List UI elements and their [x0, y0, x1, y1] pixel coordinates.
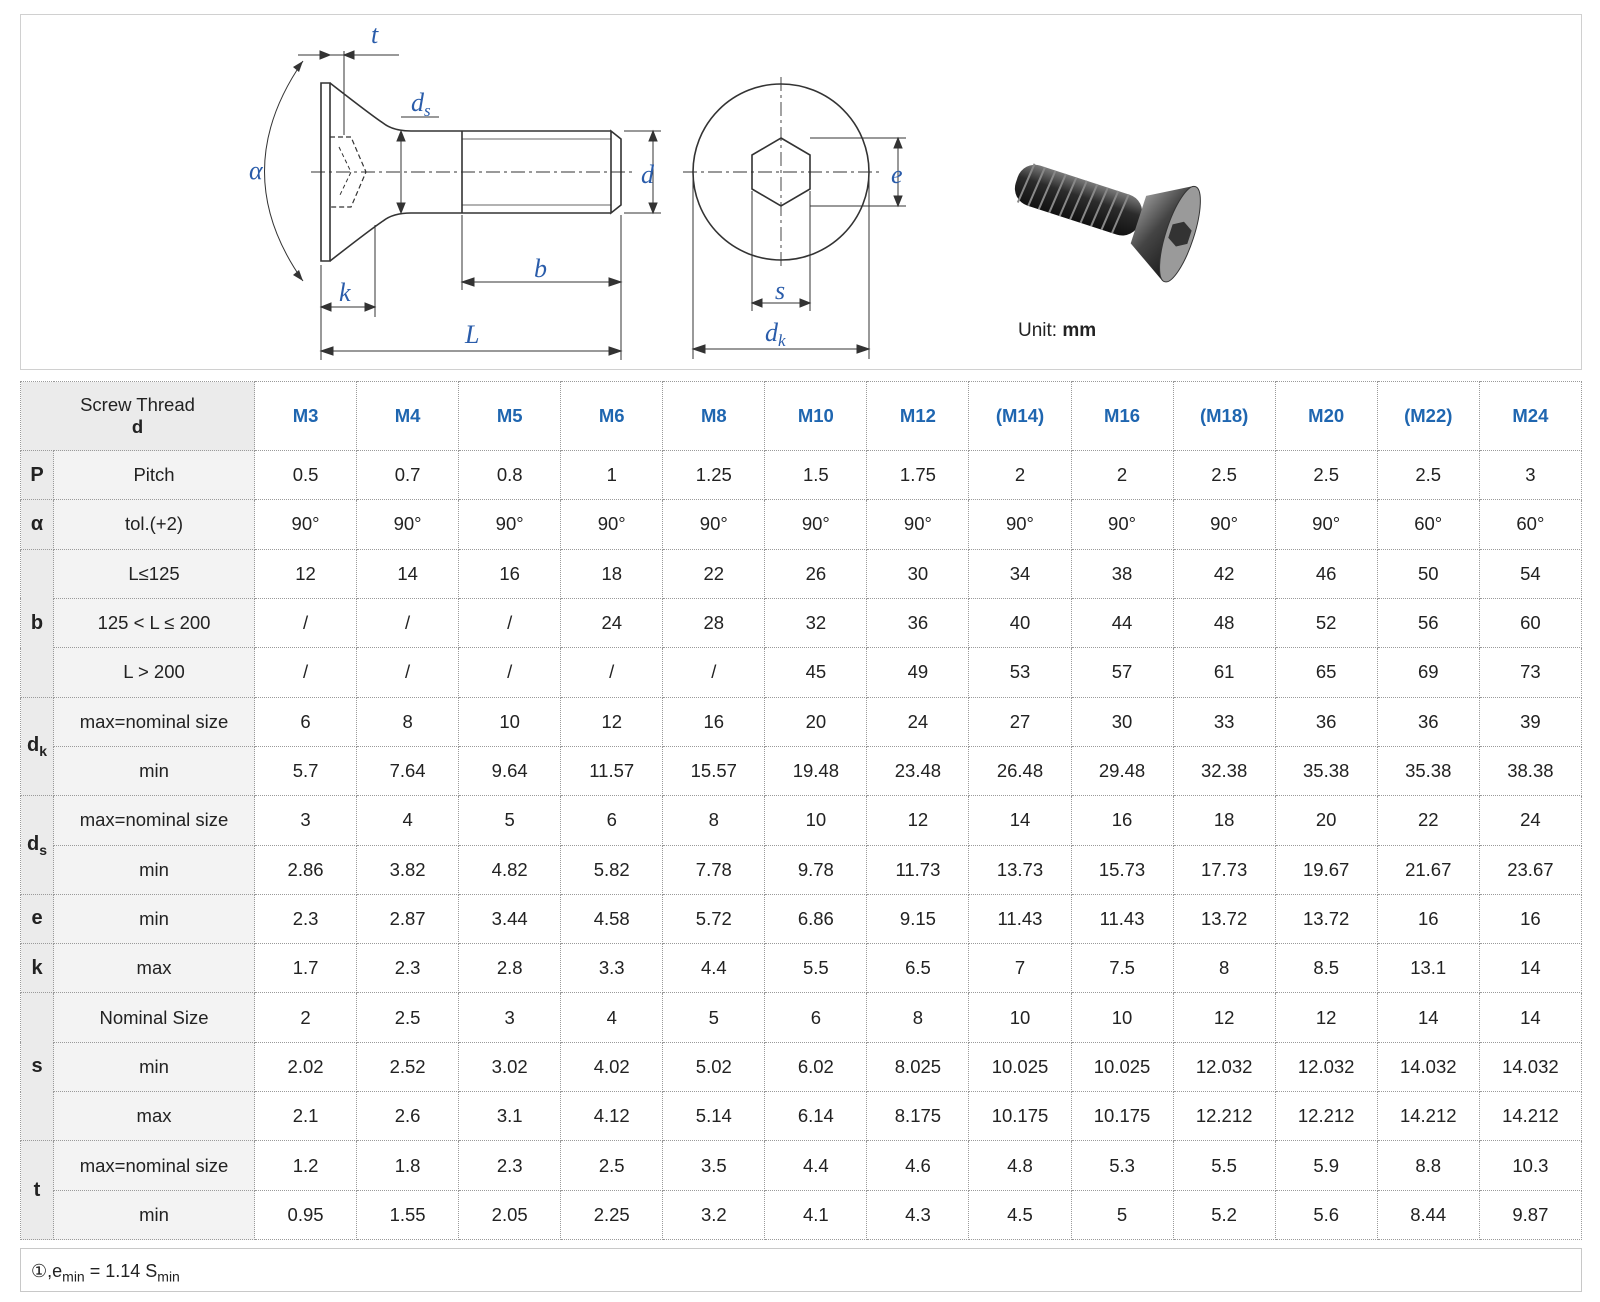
value-cell: / [255, 648, 357, 697]
value-cell: 2.52 [357, 1042, 459, 1091]
value-cell: 5.5 [1173, 1141, 1275, 1190]
value-cell: 5.7 [255, 746, 357, 795]
value-cell: 3.3 [561, 944, 663, 993]
value-cell: 1.55 [357, 1190, 459, 1239]
value-cell: 48 [1173, 598, 1275, 647]
value-cell: 5.72 [663, 894, 765, 943]
value-cell: 13.73 [969, 845, 1071, 894]
value-cell: 3 [459, 993, 561, 1042]
value-cell: 35.38 [1275, 746, 1377, 795]
value-cell: 3 [1479, 451, 1581, 500]
table-row [21, 598, 1582, 647]
value-cell: / [459, 598, 561, 647]
value-cell: 5.5 [765, 944, 867, 993]
value-cell: 5 [459, 796, 561, 845]
screw-thread-header: Screw Thread d [21, 382, 255, 451]
value-cell: 2.5 [1377, 451, 1479, 500]
value-cell: 5.3 [1071, 1141, 1173, 1190]
table-row [21, 500, 1582, 549]
value-cell: 9.87 [1479, 1190, 1581, 1239]
value-cell: 60° [1377, 500, 1479, 549]
value-cell: 22 [663, 549, 765, 598]
footnote: $①,e_{min} = 1.14$ $S_{min}$ [20, 1248, 1582, 1292]
table-row [21, 746, 1582, 795]
table-row [21, 1141, 1582, 1190]
size-header: M10 [765, 382, 867, 451]
value-cell: 4.5 [969, 1190, 1071, 1239]
value-cell: 14 [357, 549, 459, 598]
value-cell: 10.175 [1071, 1092, 1173, 1141]
table-row [21, 1190, 1582, 1239]
value-cell: 42 [1173, 549, 1275, 598]
value-cell: 90° [969, 500, 1071, 549]
value-cell: 2.5 [357, 993, 459, 1042]
table-row [21, 845, 1582, 894]
parameter-label: tol.(+2) [54, 500, 255, 549]
value-cell: 23.67 [1479, 845, 1581, 894]
value-cell: 2.87 [357, 894, 459, 943]
value-cell: 69 [1377, 648, 1479, 697]
parameter-label: min [54, 1190, 255, 1239]
label-L: L [465, 320, 480, 349]
value-cell: 14 [969, 796, 1071, 845]
value-cell: 5.82 [561, 845, 663, 894]
technical-drawing-panel [20, 14, 1582, 370]
value-cell: 22 [1377, 796, 1479, 845]
parameter-label: 125 < L ≤ 200 [54, 598, 255, 647]
value-cell: 90° [867, 500, 969, 549]
value-cell: 4 [561, 993, 663, 1042]
size-header: M4 [357, 382, 459, 451]
value-cell: 90° [255, 500, 357, 549]
size-header: (M14) [969, 382, 1071, 451]
value-cell: 36 [1275, 697, 1377, 746]
value-cell: 11.43 [1071, 894, 1173, 943]
value-cell: 21.67 [1377, 845, 1479, 894]
value-cell: 50 [1377, 549, 1479, 598]
value-cell: 8 [1173, 944, 1275, 993]
value-cell: 12.032 [1173, 1042, 1275, 1091]
parameter-symbol: t [21, 1141, 54, 1240]
size-header: M5 [459, 382, 561, 451]
value-cell: 7 [969, 944, 1071, 993]
value-cell: 12.032 [1275, 1042, 1377, 1091]
value-cell: 16 [459, 549, 561, 598]
value-cell: 8.44 [1377, 1190, 1479, 1239]
value-cell: 20 [1275, 796, 1377, 845]
parameter-label: L > 200 [54, 648, 255, 697]
value-cell: 3.44 [459, 894, 561, 943]
value-cell: 6 [561, 796, 663, 845]
value-cell: 7.5 [1071, 944, 1173, 993]
value-cell: 32.38 [1173, 746, 1275, 795]
value-cell: 5.2 [1173, 1190, 1275, 1239]
value-cell: 8.025 [867, 1042, 969, 1091]
value-cell: 90° [561, 500, 663, 549]
value-cell: 90° [459, 500, 561, 549]
parameter-label: max=nominal size [54, 796, 255, 845]
value-cell: 6 [255, 697, 357, 746]
value-cell: 1.8 [357, 1141, 459, 1190]
value-cell: 14.032 [1479, 1042, 1581, 1091]
value-cell: 2.5 [1275, 451, 1377, 500]
value-cell: 10 [969, 993, 1071, 1042]
value-cell: 11.73 [867, 845, 969, 894]
value-cell: 12 [1275, 993, 1377, 1042]
value-cell: 3.1 [459, 1092, 561, 1141]
size-header: M16 [1071, 382, 1173, 451]
value-cell: 4.1 [765, 1190, 867, 1239]
value-cell: 19.48 [765, 746, 867, 795]
parameter-symbol: $d_k$ [21, 697, 54, 796]
value-cell: 0.95 [255, 1190, 357, 1239]
value-cell: 8.5 [1275, 944, 1377, 993]
value-cell: 32 [765, 598, 867, 647]
value-cell: 90° [1071, 500, 1173, 549]
value-cell: 16 [1377, 894, 1479, 943]
value-cell: 14 [1479, 993, 1581, 1042]
value-cell: 39 [1479, 697, 1581, 746]
value-cell: 12 [867, 796, 969, 845]
value-cell: 3.82 [357, 845, 459, 894]
value-cell: 8.8 [1377, 1141, 1479, 1190]
value-cell: 24 [561, 598, 663, 647]
table-row [21, 697, 1582, 746]
label-d: d [641, 160, 654, 189]
table-row [21, 894, 1582, 943]
value-cell: 17.73 [1173, 845, 1275, 894]
parameter-label: Pitch [54, 451, 255, 500]
value-cell: 4.02 [561, 1042, 663, 1091]
value-cell: 90° [357, 500, 459, 549]
value-cell: 6.02 [765, 1042, 867, 1091]
table-row [21, 993, 1582, 1042]
size-header: (M22) [1377, 382, 1479, 451]
value-cell: 13.72 [1173, 894, 1275, 943]
value-cell: 10.3 [1479, 1141, 1581, 1190]
value-cell: 1.5 [765, 451, 867, 500]
parameter-label: max=nominal size [54, 697, 255, 746]
value-cell: 30 [1071, 697, 1173, 746]
value-cell: 7.78 [663, 845, 765, 894]
value-cell: 2 [1071, 451, 1173, 500]
parameter-symbol: e [21, 894, 54, 943]
value-cell: 16 [663, 697, 765, 746]
parameter-symbol: s [21, 993, 54, 1141]
parameter-symbol: $d_s$ [21, 796, 54, 895]
value-cell: 52 [1275, 598, 1377, 647]
value-cell: 46 [1275, 549, 1377, 598]
value-cell: 53 [969, 648, 1071, 697]
value-cell: 40 [969, 598, 1071, 647]
value-cell: 8 [357, 697, 459, 746]
value-cell: 7.64 [357, 746, 459, 795]
label-ds: ds [411, 88, 431, 120]
value-cell: 2 [969, 451, 1071, 500]
value-cell: 10.025 [969, 1042, 1071, 1091]
table-row [21, 796, 1582, 845]
table-row [21, 648, 1582, 697]
value-cell: 3.5 [663, 1141, 765, 1190]
parameter-symbol: k [21, 944, 54, 993]
value-cell: / [357, 598, 459, 647]
value-cell: 2.5 [1173, 451, 1275, 500]
value-cell: 36 [1377, 697, 1479, 746]
size-header: M8 [663, 382, 765, 451]
label-s: s [775, 276, 786, 305]
value-cell: 5.6 [1275, 1190, 1377, 1239]
table-row [21, 451, 1582, 500]
value-cell: 6.86 [765, 894, 867, 943]
label-alpha: α [249, 156, 263, 185]
value-cell: 4 [357, 796, 459, 845]
value-cell: 2.02 [255, 1042, 357, 1091]
value-cell: 26 [765, 549, 867, 598]
value-cell: 29.48 [1071, 746, 1173, 795]
value-cell: 57 [1071, 648, 1173, 697]
value-cell: 12 [561, 697, 663, 746]
label-b: b [534, 254, 547, 283]
value-cell: 8 [867, 993, 969, 1042]
value-cell: 90° [1275, 500, 1377, 549]
value-cell: 36 [867, 598, 969, 647]
value-cell: 45 [765, 648, 867, 697]
value-cell: 12 [1173, 993, 1275, 1042]
value-cell: 4.82 [459, 845, 561, 894]
value-cell: 35.38 [1377, 746, 1479, 795]
value-cell: 6 [765, 993, 867, 1042]
table-row [21, 944, 1582, 993]
value-cell: 0.8 [459, 451, 561, 500]
value-cell: 2.3 [459, 1141, 561, 1190]
parameter-label: min [54, 845, 255, 894]
table-row [21, 549, 1582, 598]
value-cell: 18 [1173, 796, 1275, 845]
value-cell: / [561, 648, 663, 697]
value-cell: / [255, 598, 357, 647]
value-cell: 4.4 [765, 1141, 867, 1190]
value-cell: 5.14 [663, 1092, 765, 1141]
value-cell: 4.3 [867, 1190, 969, 1239]
value-cell: 10 [765, 796, 867, 845]
value-cell: 38 [1071, 549, 1173, 598]
parameter-symbol: P [21, 451, 54, 500]
parameter-label: max [54, 944, 255, 993]
size-header: M24 [1479, 382, 1581, 451]
value-cell: 1.75 [867, 451, 969, 500]
value-cell: 15.73 [1071, 845, 1173, 894]
value-cell: 44 [1071, 598, 1173, 647]
value-cell: 90° [663, 500, 765, 549]
value-cell: 34 [969, 549, 1071, 598]
value-cell: 33 [1173, 697, 1275, 746]
label-t: t [371, 20, 379, 49]
parameter-symbol: b [21, 549, 54, 697]
value-cell: 8 [663, 796, 765, 845]
parameter-label: min [54, 1042, 255, 1091]
screw-dimension-drawing [21, 15, 1583, 371]
value-cell: 10 [459, 697, 561, 746]
value-cell: 14 [1377, 993, 1479, 1042]
value-cell: 13.72 [1275, 894, 1377, 943]
value-cell: 5.9 [1275, 1141, 1377, 1190]
unit-label: Unit: mm [1018, 320, 1097, 341]
label-k: k [339, 278, 351, 307]
value-cell: 38.38 [1479, 746, 1581, 795]
value-cell: 12.212 [1275, 1092, 1377, 1141]
value-cell: 2.86 [255, 845, 357, 894]
value-cell: 3.2 [663, 1190, 765, 1239]
value-cell: 4.8 [969, 1141, 1071, 1190]
value-cell: 24 [1479, 796, 1581, 845]
value-cell: 10 [1071, 993, 1173, 1042]
value-cell: 2.3 [357, 944, 459, 993]
value-cell: 2.6 [357, 1092, 459, 1141]
value-cell: 2.25 [561, 1190, 663, 1239]
screw-head-top-taper [330, 83, 611, 131]
value-cell: 16 [1479, 894, 1581, 943]
parameter-symbol: α [21, 500, 54, 549]
value-cell: 2.5 [561, 1141, 663, 1190]
parameter-label: L≤125 [54, 549, 255, 598]
parameter-label: Nominal Size [54, 993, 255, 1042]
value-cell: 12 [255, 549, 357, 598]
value-cell: 10.025 [1071, 1042, 1173, 1091]
value-cell: 0.5 [255, 451, 357, 500]
value-cell: 9.64 [459, 746, 561, 795]
parameter-label: max [54, 1092, 255, 1141]
value-cell: 90° [1173, 500, 1275, 549]
value-cell: 4.58 [561, 894, 663, 943]
value-cell: 19.67 [1275, 845, 1377, 894]
value-cell: 3.02 [459, 1042, 561, 1091]
value-cell: 26.48 [969, 746, 1071, 795]
value-cell: 4.4 [663, 944, 765, 993]
size-header: M20 [1275, 382, 1377, 451]
value-cell: 8.175 [867, 1092, 969, 1141]
value-cell: 56 [1377, 598, 1479, 647]
value-cell: 9.15 [867, 894, 969, 943]
value-cell: 14.032 [1377, 1042, 1479, 1091]
value-cell: 23.48 [867, 746, 969, 795]
value-cell: 14.212 [1377, 1092, 1479, 1141]
value-cell: 2.1 [255, 1092, 357, 1141]
value-cell: 0.7 [357, 451, 459, 500]
label-e: e [891, 160, 903, 189]
table-row [21, 1092, 1582, 1141]
value-cell: 20 [765, 697, 867, 746]
value-cell: 30 [867, 549, 969, 598]
value-cell: 60 [1479, 598, 1581, 647]
value-cell: 73 [1479, 648, 1581, 697]
size-header: M3 [255, 382, 357, 451]
value-cell: 28 [663, 598, 765, 647]
value-cell: 9.78 [765, 845, 867, 894]
parameter-label: min [54, 894, 255, 943]
value-cell: 1.25 [663, 451, 765, 500]
value-cell: 1 [561, 451, 663, 500]
value-cell: 90° [765, 500, 867, 549]
value-cell: 11.57 [561, 746, 663, 795]
value-cell: 6.5 [867, 944, 969, 993]
size-header: M12 [867, 382, 969, 451]
value-cell: 5.02 [663, 1042, 765, 1091]
value-cell: 1.7 [255, 944, 357, 993]
value-cell: 54 [1479, 549, 1581, 598]
value-cell: 10.175 [969, 1092, 1071, 1141]
size-header: (M18) [1173, 382, 1275, 451]
value-cell: 4.12 [561, 1092, 663, 1141]
value-cell: 11.43 [969, 894, 1071, 943]
parameter-label: max=nominal size [54, 1141, 255, 1190]
value-cell: 6.14 [765, 1092, 867, 1141]
value-cell: 4.6 [867, 1141, 969, 1190]
value-cell: 49 [867, 648, 969, 697]
label-dk: dk [765, 318, 786, 350]
size-header: M6 [561, 382, 663, 451]
value-cell: 2.05 [459, 1190, 561, 1239]
value-cell: / [357, 648, 459, 697]
header-row [21, 382, 1582, 451]
value-cell: 16 [1071, 796, 1173, 845]
value-cell: 61 [1173, 648, 1275, 697]
value-cell: 12.212 [1173, 1092, 1275, 1141]
parameter-label: min [54, 746, 255, 795]
value-cell: 24 [867, 697, 969, 746]
value-cell: 1.2 [255, 1141, 357, 1190]
value-cell: 3 [255, 796, 357, 845]
screw-spec-table [20, 381, 1582, 1240]
value-cell: 5 [1071, 1190, 1173, 1239]
value-cell: 60° [1479, 500, 1581, 549]
value-cell: 2.3 [255, 894, 357, 943]
table-row [21, 1042, 1582, 1091]
screw-photo [1001, 133, 1209, 286]
value-cell: 27 [969, 697, 1071, 746]
value-cell: 2.8 [459, 944, 561, 993]
value-cell: 13.1 [1377, 944, 1479, 993]
value-cell: 14.212 [1479, 1092, 1581, 1141]
value-cell: 14 [1479, 944, 1581, 993]
value-cell: 5 [663, 993, 765, 1042]
screw-head-bottom-taper [330, 213, 611, 261]
value-cell: 65 [1275, 648, 1377, 697]
value-cell: / [663, 648, 765, 697]
value-cell: / [459, 648, 561, 697]
value-cell: 15.57 [663, 746, 765, 795]
value-cell: 18 [561, 549, 663, 598]
value-cell: 2 [255, 993, 357, 1042]
